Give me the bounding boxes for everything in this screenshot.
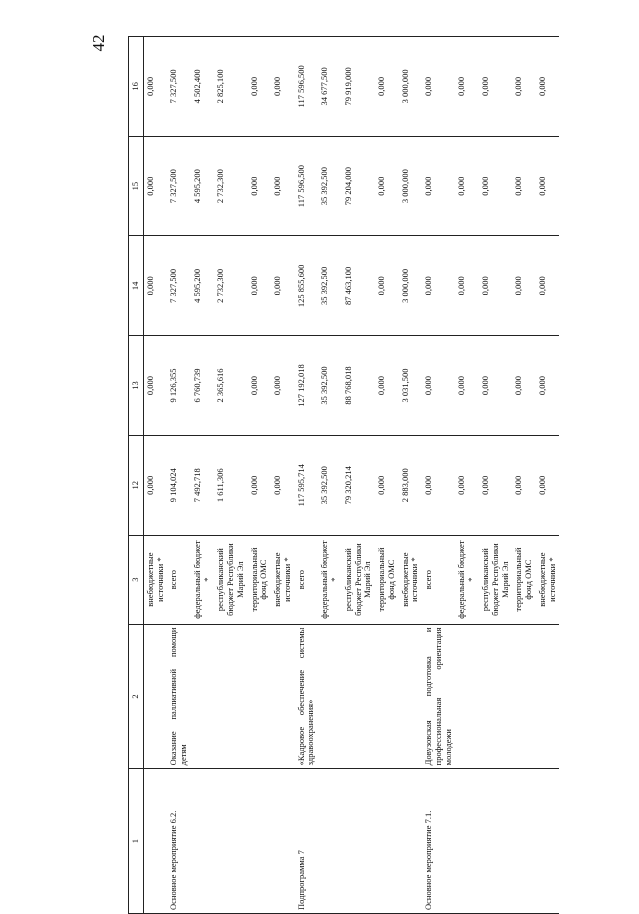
value-cell: 0,000: [455, 435, 479, 535]
funding-source-cell: республиканский бюджет Республики Марий Эл: [479, 535, 512, 624]
value-cell: 9 104,024: [167, 435, 191, 535]
value-cell: 35 392,500: [318, 435, 342, 535]
program-name-cell: [143, 769, 167, 914]
program-title-cell: [455, 624, 479, 769]
funding-source-cell: федеральный бюджет *: [191, 535, 215, 624]
value-cell: 9 126,355: [167, 336, 191, 436]
header-cell: 12: [129, 435, 144, 535]
value-cell: 0,000: [512, 236, 536, 336]
program-title-cell: [143, 624, 167, 769]
program-name-cell: Основное мероприятие 7.1.: [422, 769, 455, 914]
funding-source-cell: республиканский бюджет Республики Марий Эл: [214, 535, 247, 624]
value-cell: 35 392,500: [318, 236, 342, 336]
funding-source-cell: территориальный фонд ОМС: [248, 535, 272, 624]
value-cell: 3 031,500: [399, 336, 423, 436]
value-cell: 0,000: [248, 336, 272, 436]
program-name-cell: [248, 769, 272, 914]
program-title-cell: [375, 624, 399, 769]
value-cell: 0,000: [536, 435, 560, 535]
value-cell: 79 204,000: [342, 136, 375, 236]
value-cell: 4 595,200: [191, 236, 215, 336]
funding-source-cell: внебюджетные источники *: [399, 535, 423, 624]
funding-source-cell: всего: [167, 535, 191, 624]
program-title-cell: Оказание паллиативной помощи детям: [167, 624, 191, 769]
header-cell: 3: [129, 535, 144, 624]
value-cell: 0,000: [422, 435, 455, 535]
table-row: [143, 37, 167, 914]
table-row: [375, 37, 399, 914]
budget-table: [128, 36, 559, 914]
value-cell: 79 320,214: [342, 435, 375, 535]
funding-source-cell: федеральный бюджет *: [318, 535, 342, 624]
program-name-cell: [479, 769, 512, 914]
value-cell: 0,000: [375, 136, 399, 236]
page-number: 42: [89, 34, 108, 52]
program-title-cell: [318, 624, 342, 769]
table-row: [248, 37, 272, 914]
value-cell: 2 365,616: [214, 336, 247, 436]
value-cell: 0,000: [512, 336, 536, 436]
table-row: [191, 37, 215, 914]
value-cell: 0,000: [479, 37, 512, 137]
value-cell: 0,000: [455, 336, 479, 436]
value-cell: 0,000: [271, 37, 295, 137]
value-cell: 0,000: [512, 37, 536, 137]
table-row: [342, 37, 375, 914]
header-cell: 13: [129, 336, 144, 436]
value-cell: 7 327,500: [167, 236, 191, 336]
value-cell: 117 596,500: [295, 136, 319, 236]
funding-source-cell: территориальный фонд ОМС: [375, 535, 399, 624]
value-cell: 35 392,500: [318, 336, 342, 436]
value-cell: 0,000: [248, 37, 272, 137]
funding-source-cell: территориальный фонд ОМС: [512, 535, 536, 624]
value-cell: 88 768,018: [342, 336, 375, 436]
table-row: [167, 37, 191, 914]
value-cell: 0,000: [422, 336, 455, 436]
value-cell: 79 919,000: [342, 37, 375, 137]
value-cell: 117 595,714: [295, 435, 319, 535]
funding-source-cell: всего: [295, 535, 319, 624]
value-cell: 2 825,100: [214, 37, 247, 137]
value-cell: 0,000: [455, 37, 479, 137]
value-cell: 0,000: [248, 236, 272, 336]
value-cell: 0,000: [143, 236, 167, 336]
value-cell: 1 611,306: [214, 435, 247, 535]
program-name-cell: [214, 769, 247, 914]
value-cell: 3 000,000: [399, 136, 423, 236]
value-cell: 6 760,739: [191, 336, 215, 436]
value-cell: 7 327,500: [167, 136, 191, 236]
program-title-cell: «Кадровое обеспечение системы здравоохранения»: [295, 624, 319, 769]
value-cell: 3 000,000: [399, 236, 423, 336]
table-row: [399, 37, 423, 914]
header-row: [129, 37, 144, 914]
program-title-cell: [342, 624, 375, 769]
program-title-cell: Довузовская подготовка и профессиональная ориентация молодежи: [422, 624, 455, 769]
value-cell: 3 000,000: [399, 37, 423, 137]
value-cell: 0,000: [455, 136, 479, 236]
value-cell: 0,000: [375, 37, 399, 137]
value-cell: 7 327,500: [167, 37, 191, 137]
budget-table-container: [128, 36, 557, 914]
value-cell: 0,000: [375, 236, 399, 336]
value-cell: 4 502,400: [191, 37, 215, 137]
program-title-cell: [479, 624, 512, 769]
value-cell: 0,000: [143, 136, 167, 236]
value-cell: 0,000: [248, 136, 272, 236]
header-cell: 16: [129, 37, 144, 137]
value-cell: 0,000: [422, 37, 455, 137]
value-cell: 34 677,500: [318, 37, 342, 137]
value-cell: 0,000: [512, 136, 536, 236]
program-name-cell: [191, 769, 215, 914]
value-cell: 0,000: [248, 435, 272, 535]
value-cell: 0,000: [455, 236, 479, 336]
table-row: [214, 37, 247, 914]
value-cell: 4 595,200: [191, 136, 215, 236]
value-cell: 0,000: [143, 435, 167, 535]
program-title-cell: [214, 624, 247, 769]
value-cell: 7 492,718: [191, 435, 215, 535]
table-row: [512, 37, 536, 914]
program-name-cell: [375, 769, 399, 914]
value-cell: 2 732,300: [214, 136, 247, 236]
program-title-cell: [536, 624, 560, 769]
funding-source-cell: республиканский бюджет Республики Марий Эл: [342, 535, 375, 624]
value-cell: 0,000: [479, 435, 512, 535]
program-name-cell: [399, 769, 423, 914]
program-name-cell: [318, 769, 342, 914]
value-cell: 0,000: [536, 236, 560, 336]
program-name-cell: [455, 769, 479, 914]
value-cell: 117 596,500: [295, 37, 319, 137]
program-title-cell: [271, 624, 295, 769]
program-title-cell: [248, 624, 272, 769]
value-cell: 0,000: [271, 236, 295, 336]
value-cell: 0,000: [422, 136, 455, 236]
funding-source-cell: всего: [422, 535, 455, 624]
header-cell: 15: [129, 136, 144, 236]
program-title-cell: [512, 624, 536, 769]
value-cell: 0,000: [536, 136, 560, 236]
value-cell: 2 732,300: [214, 236, 247, 336]
program-name-cell: [512, 769, 536, 914]
funding-source-cell: федеральный бюджет *: [455, 535, 479, 624]
funding-source-cell: внебюджетные источники *: [536, 535, 560, 624]
value-cell: 0,000: [143, 336, 167, 436]
table-row: [455, 37, 479, 914]
value-cell: 0,000: [512, 435, 536, 535]
value-cell: 2 883,000: [399, 435, 423, 535]
program-name-cell: [536, 769, 560, 914]
program-name-cell: Основное мероприятие 6.2.: [167, 769, 191, 914]
table-row: [536, 37, 560, 914]
value-cell: 0,000: [422, 236, 455, 336]
value-cell: 0,000: [143, 37, 167, 137]
table-row: [479, 37, 512, 914]
program-name-cell: Подпрограмма 7: [295, 769, 319, 914]
value-cell: 0,000: [375, 336, 399, 436]
funding-source-cell: внебюджетные источники *: [271, 535, 295, 624]
value-cell: 0,000: [536, 336, 560, 436]
value-cell: 127 192,018: [295, 336, 319, 436]
program-name-cell: [342, 769, 375, 914]
value-cell: 87 463,100: [342, 236, 375, 336]
header-cell: 14: [129, 236, 144, 336]
program-title-cell: [191, 624, 215, 769]
program-title-cell: [399, 624, 423, 769]
value-cell: 0,000: [536, 37, 560, 137]
value-cell: 0,000: [479, 336, 512, 436]
value-cell: 125 855,600: [295, 236, 319, 336]
value-cell: 0,000: [375, 435, 399, 535]
value-cell: 0,000: [479, 136, 512, 236]
value-cell: 35 392,500: [318, 136, 342, 236]
program-name-cell: [271, 769, 295, 914]
table-row: [271, 37, 295, 914]
header-cell: 2: [129, 624, 144, 769]
value-cell: 0,000: [271, 435, 295, 535]
table-row: [295, 37, 319, 914]
funding-source-cell: внебюджетные источники *: [143, 535, 167, 624]
value-cell: 0,000: [271, 336, 295, 436]
value-cell: 0,000: [271, 136, 295, 236]
table-body: [143, 37, 559, 914]
header-cell: 1: [129, 769, 144, 914]
table-row: [422, 37, 455, 914]
table-row: [318, 37, 342, 914]
value-cell: 0,000: [479, 236, 512, 336]
